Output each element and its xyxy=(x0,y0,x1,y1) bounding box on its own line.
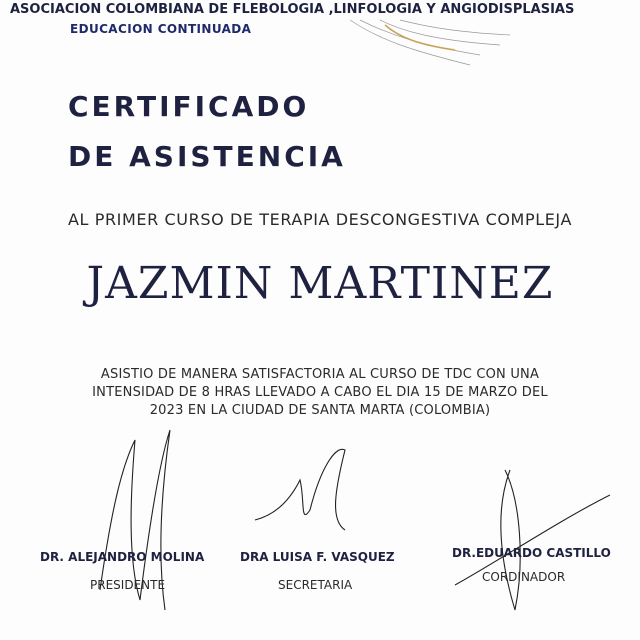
signatory-name: DR. ALEJANDRO MOLINA xyxy=(40,550,205,564)
signatory-role: SECRETARIA xyxy=(278,578,353,592)
signatory-role: PRESIDENTE xyxy=(90,578,166,592)
body-line: 2023 EN LA CIUDAD DE SANTA MARTA (COLOMBIA) xyxy=(149,403,491,418)
signature-vasquez xyxy=(255,449,345,530)
unit-name: EDUCACION CONTINUADA xyxy=(70,22,252,36)
body-line: INTENSIDAD DE 8 HRAS LLEVADO A CABO EL DIA 15 DE MARZO DEL xyxy=(92,385,548,400)
recipient-name: JAZMIN MARTINEZ xyxy=(86,258,554,309)
title-line-2: DE ASISTENCIA xyxy=(68,140,346,173)
signatory-name: DR.EDUARDO CASTILLO xyxy=(452,546,611,560)
signatory-role: CORDINADOR xyxy=(482,570,566,584)
title-line-1: CERTIFICADO xyxy=(68,90,310,123)
signatory-name: DRA LUISA F. VASQUEZ xyxy=(240,550,395,564)
signature-castillo xyxy=(455,470,610,610)
organization-name: ASOCIACION COLOMBIANA DE FLEBOLOGIA ,LINFOLOGIA Y ANGIODISPLASIAS xyxy=(10,2,575,17)
course-name: AL PRIMER CURSO DE TERAPIA DESCONGESTIVA COMPLEJA xyxy=(67,210,573,229)
body-line: ASISTIO DE MANERA SATISFACTORIA AL CURSO DE TDC CON UNA xyxy=(100,367,540,382)
